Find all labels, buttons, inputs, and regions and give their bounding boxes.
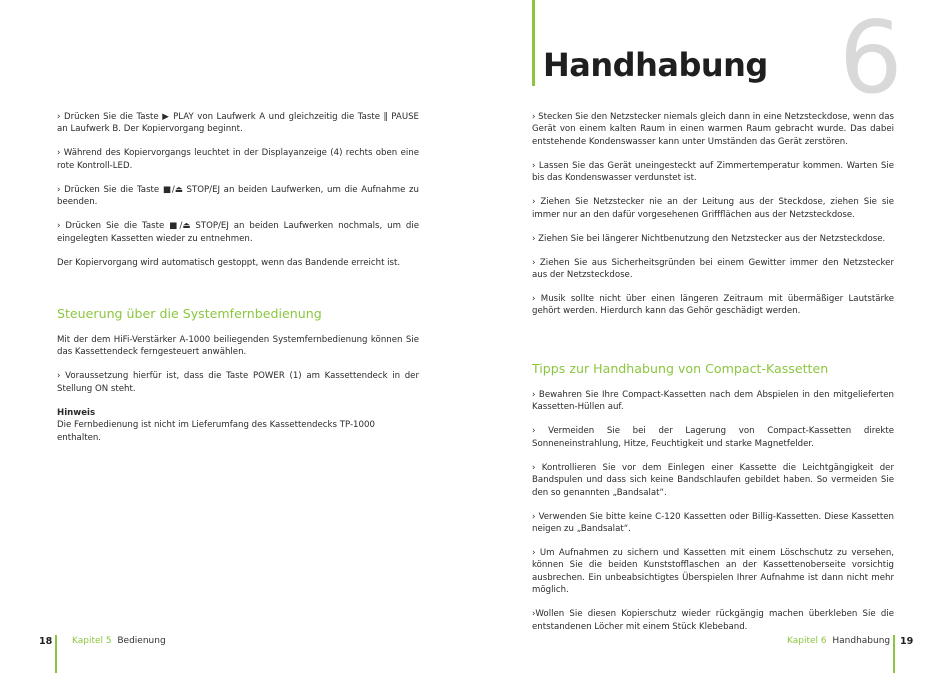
- left-section-paragraph: Mit der dem HiFi-Verstärker A-1000 beiliegenden Systemfernbedienung können Sie das Kassettendeck ferngesteuert anwählen.: [57, 335, 419, 358]
- left-section-paragraph: › Voraussetzung hierfür ist, dass die Taste POWER (1) am Kassettendeck in der Stellung ON steht.: [57, 371, 419, 394]
- right-section-paragraph: › Um Aufnahmen zu sichern und Kassetten mit einem Löschschutz zu versehen, können Sie die beiden Kunststofflaschen an der Kassettenoberseite vorsichtig ausbrechen. Ein unbeabsichtigtes Überspielen Ihrer Aufnahme ist dann nicht mehr möglich.: [532, 548, 894, 596]
- section-heading-remote: Steuerung über die Systemfernbedienung: [57, 306, 322, 321]
- right-paragraph: › Ziehen Sie aus Sicherheitsgründen bei einem Gewitter immer den Netzstecker aus der Netzsteckdose.: [532, 257, 894, 281]
- handling-instructions: [532, 111, 894, 329]
- footer-rule-left: [55, 635, 57, 673]
- footer-rule-right: [893, 635, 895, 673]
- left-paragraph: › Während des Kopiervorgangs leuchtet in der Displayanzeige (4) rechts oben eine rote Kontroll-LED.: [57, 148, 419, 171]
- right-paragraph: › Lassen Sie das Gerät uneingesteckt auf Zimmertemperatur kommen. Warten Sie bis das Kondenswasser verdunstet ist.: [532, 160, 894, 184]
- right-page: [475, 0, 950, 673]
- footer-chapter-left: Kapitel 5: [72, 636, 112, 646]
- note-text: Die Fernbedienung ist nicht im Lieferumfang des Kassettendecks TP-1000 enthalten.: [57, 420, 375, 443]
- cassette-tips-body: [532, 389, 894, 645]
- page-number-right: 19: [900, 636, 914, 647]
- left-paragraph: › Drücken Sie die Taste ▶ PLAY von Laufwerk A und gleichzeitig die Taste ‖ PAUSE an Laufwerk B. Der Kopiervorgang beginnt.: [57, 112, 419, 135]
- right-paragraph: › Stecken Sie den Netzstecker niemals gleich dann in eine Netzsteckdose, wenn das Gerät von einem kalten Raum in einen warmen Raum gebracht wurde. Das dabei entstehende Kondenswasser kann unter Umständen das Gerät zerstören.: [532, 112, 894, 147]
- note-label: Hinweis: [57, 407, 96, 418]
- right-paragraph: › Ziehen Sie bei längerer Nichtbenutzung den Netzstecker aus der Netzsteckdose.: [532, 233, 886, 244]
- right-paragraph: › Ziehen Sie Netzstecker nie an der Leitung aus der Steckdose, ziehen Sie sie immer nur an den dafür vorgesehenen Griffflächen aus der Netzsteckdose.: [532, 197, 894, 220]
- chapter-title: Handhabung: [543, 46, 768, 84]
- left-paragraph: › Drücken Sie die Taste ■/⏏ STOP/EJ an beiden Laufwerken nochmals, um die eingelegten Kassetten wieder zu entnehmen.: [57, 221, 419, 244]
- left-paragraph: › Drücken Sie die Taste ■/⏏ STOP/EJ an beiden Laufwerken, um die Aufnahme zu beenden.: [57, 184, 419, 208]
- right-section-paragraph: › Vermeiden Sie bei der Lagerung von Compact-Kassetten direkte Sonneneinstrahlung, Hitze, Feuchtigkeit und starke Magnetfelder.: [532, 426, 894, 449]
- footer-right: [787, 636, 890, 646]
- chapter-accent-bar: [532, 0, 535, 86]
- right-section-paragraph: ›Wollen Sie diesen Kopierschutz wieder rückgängig machen überkleben Sie die entstandenen Löcher mit einem Stück Klebeband.: [532, 609, 894, 632]
- section-heading-cassette-tips: Tipps zur Handhabung von Compact-Kassetten: [532, 361, 829, 376]
- footer-chapter-right: Kapitel 6: [787, 636, 827, 646]
- page-number-left: 18: [39, 636, 53, 647]
- left-instructions: [57, 111, 419, 281]
- footer-left: [72, 636, 166, 646]
- footer-title-right: Handhabung: [832, 636, 891, 646]
- left-paragraph: Der Kopiervorgang wird automatisch gestoppt, wenn das Bandende erreicht ist.: [57, 257, 401, 268]
- right-section-paragraph: › Kontrollieren Sie vor dem Einlegen einer Kassette die Leichtgängigkeit der Bandspulen und dass sich keine Bandschlaufen gebildet haben. So vermeiden Sie den so genannten „Bandsalat“.: [532, 462, 894, 498]
- right-section-paragraph: › Verwenden Sie bitte keine C-120 Kassetten oder Billig-Kassetten. Diese Kassetten neigen zu „Bandsalat“.: [532, 511, 894, 535]
- footer-title-left: Bedienung: [117, 636, 166, 646]
- chapter-number: 6: [839, 0, 903, 116]
- right-section-paragraph: › Bewahren Sie Ihre Compact-Kassetten nach dem Abspielen in den mitgelieferten Kassetten-Hüllen auf.: [532, 390, 894, 413]
- right-paragraph: › Musik sollte nicht über einen längeren Zeitraum mit übermäßiger Lautstärke gehört werden. Hierdurch kann das Gehör geschädigt werden.: [532, 294, 894, 317]
- remote-section-body: [57, 334, 419, 444]
